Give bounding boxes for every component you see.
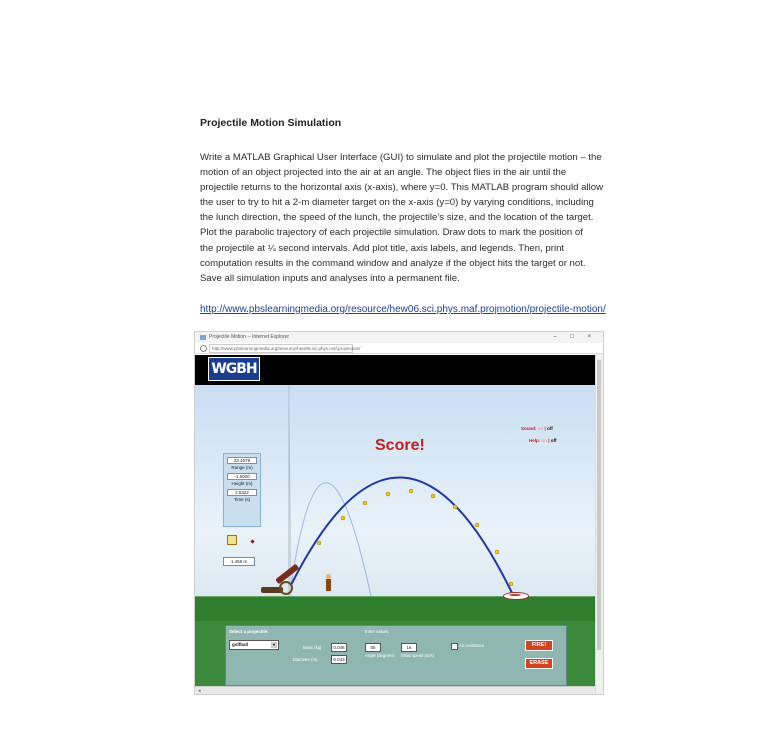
mass-label: Mass (kg) bbox=[303, 645, 322, 650]
angle-label: Angle (degrees) bbox=[365, 653, 395, 658]
readout-panel bbox=[223, 453, 261, 527]
document-title: Projectile Motion Simulation bbox=[200, 117, 342, 129]
sound-label: Sound: bbox=[521, 426, 537, 431]
simulation-canvas bbox=[195, 385, 595, 694]
air-resistance-checkbox[interactable] bbox=[451, 643, 458, 650]
trajectory-dot bbox=[386, 492, 390, 496]
time-label: Time (s) bbox=[233, 497, 251, 502]
range-value: 23.4579 bbox=[227, 457, 257, 464]
body-line: computation results in the command window and analyze if the object hits the target or not. bbox=[200, 257, 586, 269]
speed-field[interactable]: 16 bbox=[401, 643, 417, 652]
air-resistance-label: Air resistance bbox=[459, 643, 485, 648]
help-label: Help: bbox=[529, 438, 541, 443]
trajectory-dot bbox=[495, 550, 499, 554]
body-line: motion of an object projected into the air at an angle. The object flies in the air until the bbox=[200, 167, 567, 179]
mass-field[interactable]: 0.046 bbox=[331, 643, 347, 652]
embedded-screenshot bbox=[194, 331, 604, 695]
diameter-field[interactable]: 0.043 bbox=[331, 655, 347, 664]
browser-tab-icon bbox=[200, 335, 206, 340]
chevron-left-icon[interactable]: ◂ bbox=[198, 688, 201, 694]
body-line: the lunch direction, the speed of the lunch, the projectile’s size, and the location of the target. bbox=[200, 212, 594, 224]
time-value: 2.5322 bbox=[227, 489, 257, 496]
browser-titlebar bbox=[195, 332, 603, 343]
help-off[interactable]: off bbox=[550, 438, 557, 443]
browser-tab-title[interactable]: Projectile Motion -- Internet Explorer bbox=[209, 334, 290, 340]
erase-button[interactable]: ERASE bbox=[525, 658, 553, 669]
sound-off[interactable]: off bbox=[547, 426, 553, 431]
trajectory-dot bbox=[317, 541, 321, 545]
body-line: Save all simulation inputs and analyses into a permanent file. bbox=[200, 272, 460, 284]
control-panel bbox=[225, 625, 567, 686]
target-bullseye bbox=[509, 594, 521, 596]
target-distance: 1.458 m bbox=[223, 557, 255, 566]
speed-label: Initial speed (m/s) bbox=[401, 653, 435, 658]
fire-button[interactable]: FIRE! bbox=[525, 640, 553, 651]
body-line: Write a MATLAB Graphical User Interface (GUI) to simulate and plot the projectile motion – the bbox=[200, 152, 602, 163]
trajectory-dot bbox=[431, 494, 435, 498]
document-body bbox=[200, 150, 630, 286]
measuring-tape-icon[interactable] bbox=[227, 535, 237, 545]
person-figure[interactable] bbox=[326, 579, 331, 591]
help-on[interactable]: on bbox=[541, 438, 548, 443]
horizontal-scrollbar[interactable] bbox=[195, 686, 595, 695]
body-line: the projectile at ¼ second intervals. Add plot title, axis labels, and legends. Then, print bbox=[200, 242, 565, 254]
window-controls[interactable]: – □ × bbox=[553, 334, 597, 340]
url-field[interactable]: http://www.pbslearningmedia.org/resource/hew06.sci.phys.maf.projmotion/ bbox=[209, 344, 353, 353]
scrollbar-thumb[interactable] bbox=[597, 360, 601, 650]
cannon-wheel-icon bbox=[279, 581, 293, 595]
diameter-label: Diameter (m) bbox=[293, 657, 318, 662]
trajectory-dot bbox=[475, 523, 479, 527]
projectile-value: golfball bbox=[232, 642, 248, 647]
angle-field[interactable]: 55 bbox=[365, 643, 381, 652]
trajectory-dot bbox=[341, 516, 345, 520]
trajectory-dot bbox=[363, 501, 367, 505]
vertical-scrollbar[interactable] bbox=[595, 354, 603, 694]
help-toggle[interactable]: Help: on | off bbox=[529, 438, 557, 443]
height-label: Height (m) bbox=[231, 481, 253, 486]
enter-values-label: Enter values: bbox=[365, 629, 390, 634]
address-bar bbox=[195, 343, 603, 354]
trajectory-dot bbox=[409, 489, 413, 493]
trajectory-dot bbox=[509, 582, 513, 586]
score-message: Score! bbox=[375, 437, 425, 454]
projectile-select[interactable] bbox=[229, 640, 279, 650]
chevron-down-icon[interactable]: ▾ bbox=[272, 642, 275, 647]
sound-toggle[interactable]: Sound: on | off bbox=[521, 426, 553, 431]
resource-link[interactable]: http://www.pbslearningmedia.org/resource/hew06.sci.phys.maf.projmotion/projectile-motion/ bbox=[200, 304, 606, 315]
previous-trajectory bbox=[291, 483, 371, 596]
body-line: the user to try to hit a 2-m diameter target on the x-axis (y=0) by varying conditions, including bbox=[200, 197, 594, 209]
wgbh-logo[interactable]: WGBH bbox=[208, 357, 260, 381]
current-trajectory bbox=[291, 477, 513, 595]
body-line: projectile returns to the horizontal axis (x-axis), where y=0. This MATLAB program should allow bbox=[200, 182, 604, 194]
select-projectile-label: Select a projectile: bbox=[229, 629, 269, 634]
range-label: Range (m) bbox=[231, 465, 253, 470]
back-icon[interactable] bbox=[200, 345, 207, 352]
trajectory-dot bbox=[453, 505, 457, 509]
height-value: -1.5000 bbox=[227, 473, 257, 480]
sound-on[interactable]: on bbox=[537, 426, 544, 431]
body-line: Plot the parabolic trajectory of each projectile simulation. Draw dots to mark the position of bbox=[200, 227, 583, 239]
